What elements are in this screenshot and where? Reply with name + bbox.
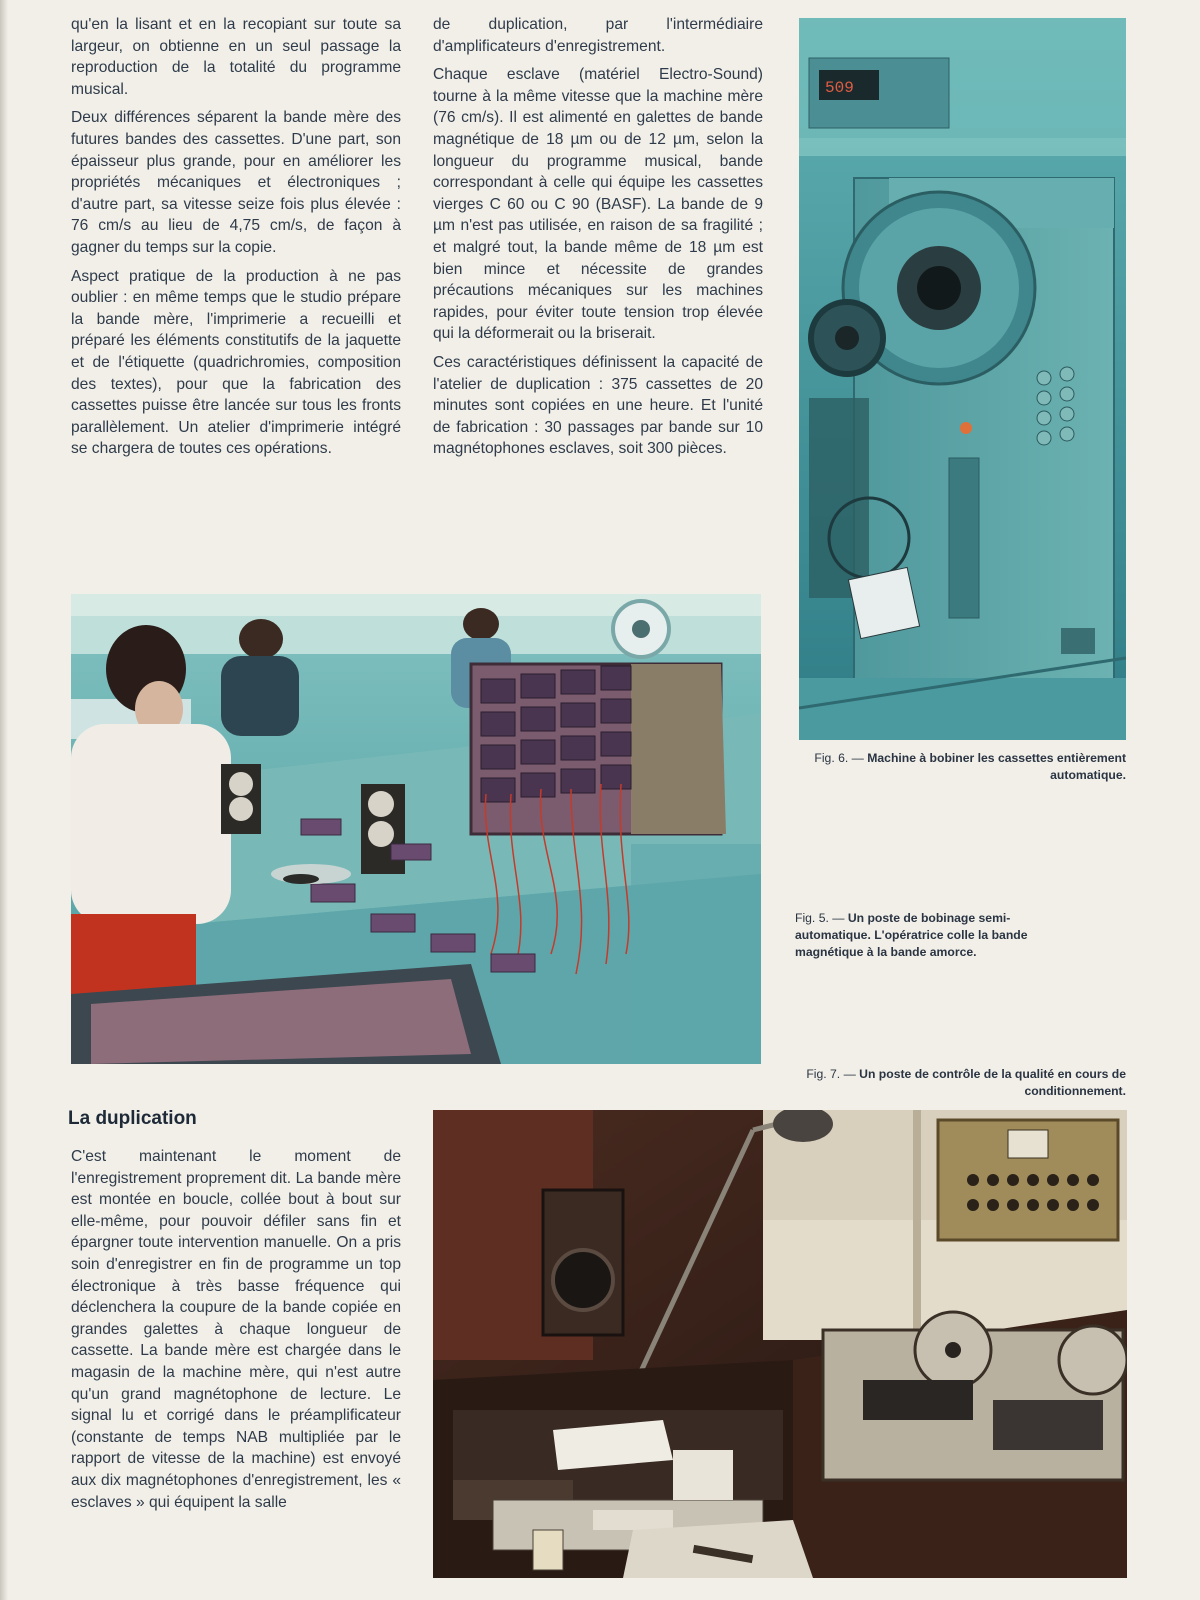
- paragraph: Deux différences séparent la bande mère des futures bandes des cassettes. D'une part, son épaisseur plus grande, pour en améliorer les propriétés mécaniques et électroniques ; d'autre part, sa vitesse seize fois plus élevée : 76 cm/s au lieu de 4,75 cm/s, de façon à gagner du temps sur la copie.: [71, 109, 401, 256]
- caption-fig6: [810, 750, 1126, 784]
- text-column-2: [433, 14, 763, 467]
- photo-fig7-quality-control: [433, 1110, 1127, 1578]
- paragraph: C'est maintenant le moment de l'enregistrement proprement dit. La bande mère est montée en boucle, collée bout à bout sur elle-même, pour pouvoir défiler sans fin et épargner toute intervention manuelle. On a pris soin d'enregistrer en fin de programme un top électronique à très basse fréquence qui déclenchera la coupure de la bande copiée en grandes galettes à chaque longueur de cassette. La bande mère est chargée dans le magasin de la machine mère, qui n'est autre qu'un grand magnétophone de lecture. Le signal lu et corrigé dans le préamplificateur (constante de temps NAB multipliée par le rapport de vitesse de la machine) est envoyé aux dix magnétophones d'enregistrement, les « esclaves » qui équipent la salle: [71, 1148, 401, 1511]
- photo-fig5-winding-station: [71, 594, 761, 1064]
- page-spine-shadow: [0, 0, 8, 1600]
- winding-station-illustration: [71, 594, 761, 1064]
- caption-text: Un poste de bobinage semi-automatique. L'opératrice colle la bande magnétique à la bande amorce.: [795, 911, 1028, 959]
- paragraph: Aspect pratique de la production à ne pas oublier : en même temps que le studio prépare la bande mère, l'imprimerie a recueilli et préparé les éléments constitutifs de la jaquette et de l'étiquette (quadrichromies, composition des textes), pour que la fabrication des cassettes puisse être lancée sur tous les fronts parallèlement. Un atelier d'imprimerie intégré se chargera de toutes ces opérations.: [71, 267, 401, 458]
- caption-text: Un poste de contrôle de la qualité en cours de conditionnement.: [859, 1067, 1126, 1098]
- caption-fig7: [790, 1066, 1126, 1100]
- quality-control-illustration: [433, 1110, 1127, 1578]
- text-column-1: [71, 14, 401, 467]
- counter-display: 509: [825, 79, 854, 97]
- winding-machine-illustration: [799, 18, 1126, 740]
- text-column-3: [71, 1146, 401, 1520]
- paragraph: Ces caractéristiques définissent la capacité de l'atelier de duplication : 375 cassettes de 20 minutes sont copiées en une heure. Et l'unité de fabrication : 30 passages par bande sur 10 magnétophones esclaves, soit 300 pièces.: [433, 353, 763, 458]
- paragraph: de duplication, par l'intermédiaire d'amplificateurs d'enregistrement.: [433, 16, 763, 55]
- caption-number: Fig. 6. —: [814, 751, 864, 765]
- caption-number: Fig. 7. —: [806, 1067, 856, 1081]
- paragraph: Chaque esclave (matériel Electro-Sound) tourne à la même vitesse que la machine mère (76 cm/s). Il est alimenté en galettes de bande magnétique de 18 µm ou de 12 µm, selon la longueur du programme musical, bande correspondant à celle qui équipe les cassettes vierges C 60 ou C 90 (BASF). La bande de 9 µm n'est pas utilisée, en raison de sa fragilité ; et malgré tout, la bande même de 18 µm est bien mince et nécessite de grandes précautions mécaniques sur les machines rapides, pour éviter toute tension trop élevée qui la déformerait ou la briserait.: [433, 66, 763, 343]
- section-heading: La duplication: [68, 1108, 197, 1129]
- caption-text: Machine à bobiner les cassettes entièrement automatique.: [867, 751, 1126, 782]
- caption-number: Fig. 5. —: [795, 911, 845, 925]
- caption-fig5: [795, 910, 1085, 961]
- photo-fig6-winding-machine: [799, 18, 1126, 740]
- paragraph: qu'en la lisant et en la recopiant sur toute sa largeur, on obtienne en un seul passage la reproduction de la totalité du programme musical.: [71, 16, 401, 98]
